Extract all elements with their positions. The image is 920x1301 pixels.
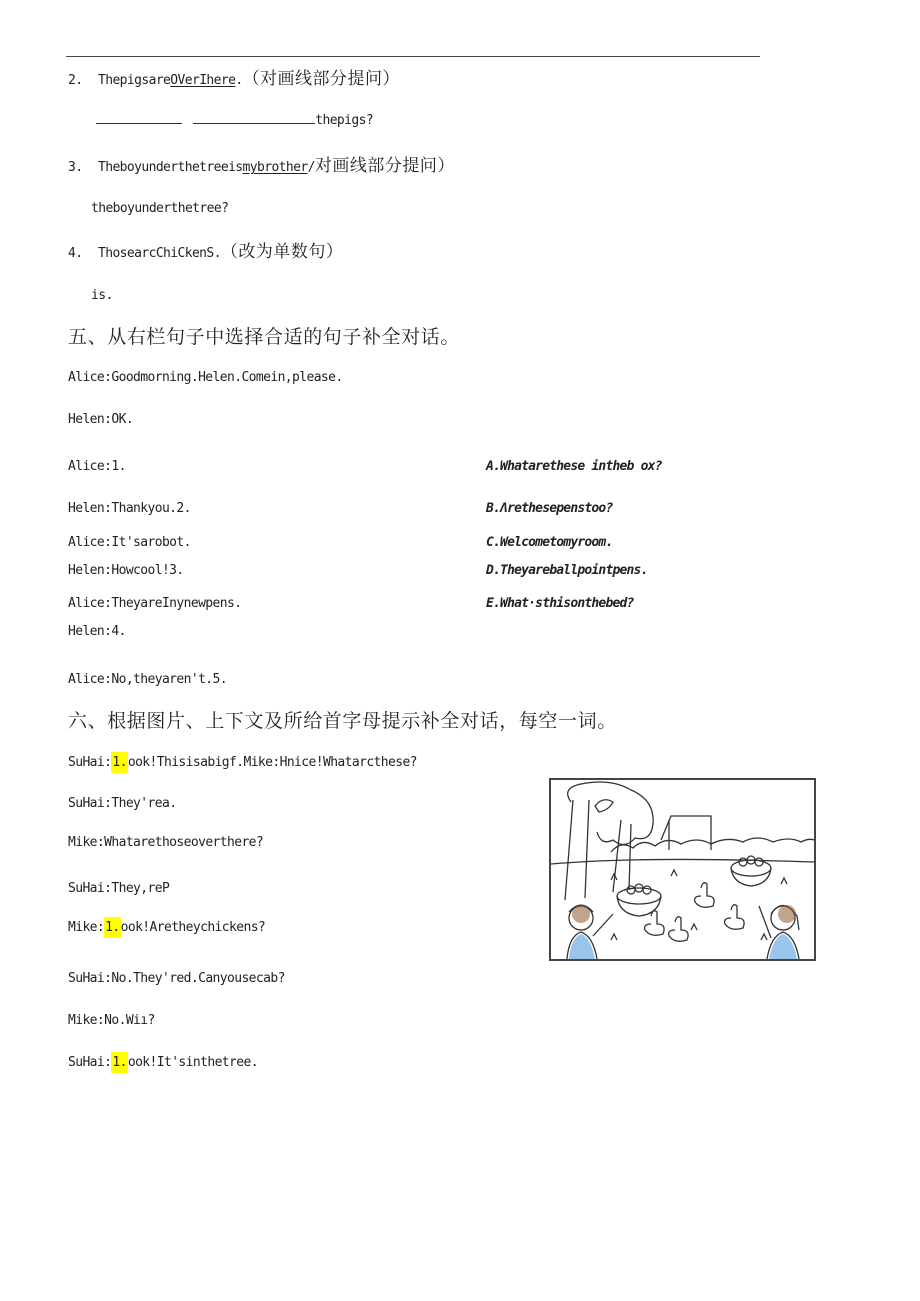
question-instruction: （改为单数句） [220,242,344,262]
question-2-answer: thepigs? [96,113,373,128]
top-rule [66,56,760,57]
dialogue-line: Alice:No,theyaren't.5. [68,672,227,687]
question-instruction: （对画线部分提问） [242,69,401,89]
question-2: 2. ThepigsareOVerIhere.（对画线部分提问） [68,69,401,89]
dialogue-line: Mike:No.Wiı? [68,1013,155,1028]
question-3-answer: theboyunderthetree? [91,201,229,216]
dialogue-line: Mike:Whatarethoseoverthere? [68,835,264,850]
answer-blank[interactable] [193,113,315,124]
dialogue-line: Alice:TheyareInynewpens. [68,596,242,611]
dialogue-line: Alice:Goodmorning.Helen.Comein,please. [68,370,343,385]
option-e: E.What·sthisonthebed? [486,596,634,611]
dialogue-line: Helen:Thankyou.2. [68,501,191,516]
goose [695,883,715,908]
bushes [611,838,814,852]
tree-trunk [565,800,589,900]
option-a: A.Whatarethese intheb ox? [486,459,662,474]
highlighted-hint: 1. [104,917,120,938]
ground-line [551,859,814,864]
dialogue-line: SuHai:They,reP [68,881,170,896]
farm-scene-image [551,780,814,959]
highlighted-hint: 1. [111,1052,127,1073]
dialogue-line: Mike:1.ook!Aretheychickens? [68,920,265,935]
option-d: D.Theyareballpointpens. [486,563,648,578]
question-instruction: 对画线部分提问） [314,156,455,176]
dialogue-line: SuHai:1.ook!It'sinthetree. [68,1055,258,1070]
farm-illustration [549,778,816,961]
option-b: B.Λrethesepenstoo? [486,501,613,516]
section-6-heading: 六、根据图片、上下文及所给首字母提示补全对话，每空一词。 [68,710,617,732]
question-4-answer: is. [91,288,113,303]
dialogue-line: SuHai:They'rea. [68,796,177,811]
question-3: 3. Theboyunderthetreeismybrother/对画线部分提问） [68,156,455,176]
goose [669,917,689,942]
tree-canopy [568,782,653,845]
dialogue-line: Alice:1. [68,459,126,474]
question-4: 4. ThosearcChiCkenS.（改为单数句） [68,242,344,262]
underlined-phrase: OVerIhere [170,73,236,88]
dialogue-line: Helen:4. [68,624,126,639]
egg-basket [617,888,661,904]
goose [725,905,745,930]
answer-blank[interactable] [96,113,182,124]
egg-basket [731,860,771,876]
highlighted-hint: 1. [111,752,127,773]
option-c: C.Welcometomyroom. [486,535,613,550]
section-5-heading: 五、从右栏句子中选择合适的句子补全对话。 [68,326,461,348]
underlined-phrase: mybrother [242,160,308,175]
dialogue-line: SuHai:1.ook!Thisisabigf.Mike:Hnice!Whatarcthese? [68,755,417,770]
bird [595,800,613,812]
dialogue-line: Alice:It'sarobot. [68,535,191,550]
dialogue-line: Helen:Howcool!3. [68,563,184,578]
dialogue-line: Helen:OK. [68,412,134,427]
dialogue-line: SuHai:No.They'red.Canyousecab? [68,971,285,986]
